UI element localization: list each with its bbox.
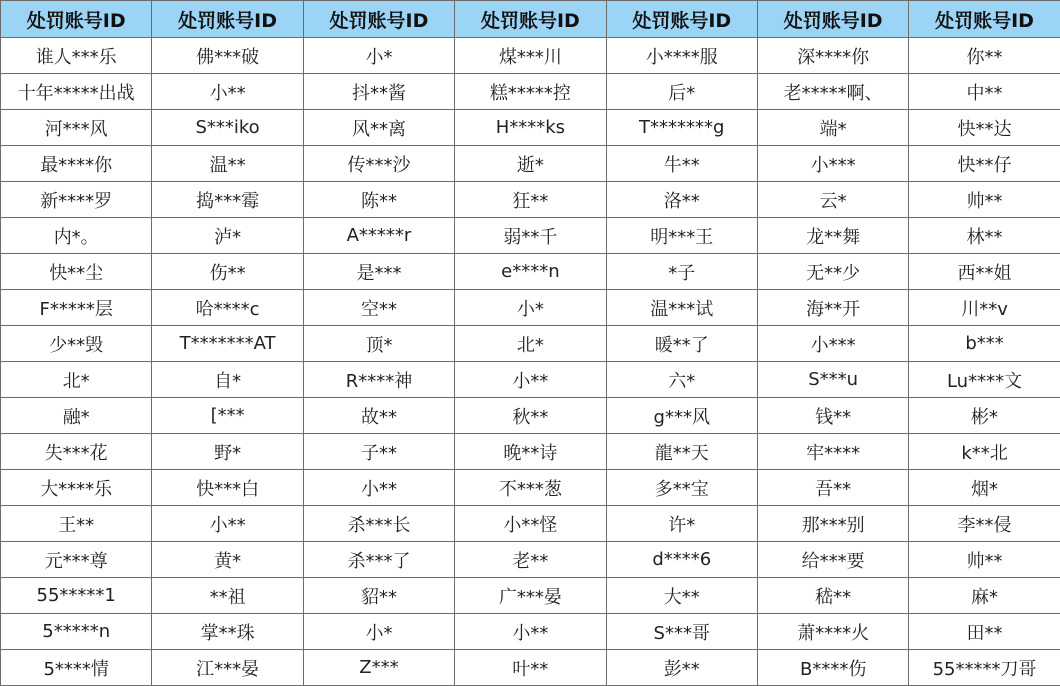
account-id-cell: 北*	[455, 326, 606, 362]
account-id-cell: 河***风	[1, 110, 152, 146]
account-id-cell: 谁人***乐	[1, 38, 152, 74]
account-id-cell: 融*	[1, 398, 152, 434]
account-id-cell: g***风	[606, 398, 757, 434]
table-row	[1, 542, 1060, 578]
account-id-cell: 抖**酱	[303, 74, 454, 110]
account-id-cell: 无**少	[757, 254, 908, 290]
account-id-cell: 西**姐	[909, 254, 1060, 290]
table-row	[1, 434, 1060, 470]
account-id-cell: 李**侵	[909, 506, 1060, 542]
account-id-cell: 逝*	[455, 146, 606, 182]
account-id-cell: 快**仔	[909, 146, 1060, 182]
account-id-cell: 自*	[152, 362, 303, 398]
account-id-cell: 小**	[455, 362, 606, 398]
account-id-cell: 嵇**	[757, 578, 908, 614]
account-id-cell: 糕*****控	[455, 74, 606, 110]
account-id-cell: 多**宝	[606, 470, 757, 506]
account-id-cell: 秋**	[455, 398, 606, 434]
table-row	[1, 470, 1060, 506]
account-id-cell: T*******AT	[152, 326, 303, 362]
table-row	[1, 398, 1060, 434]
account-id-cell: 叶**	[455, 650, 606, 686]
account-id-cell: 伤**	[152, 254, 303, 290]
column-header: 处罚账号ID	[909, 1, 1060, 38]
column-header: 处罚账号ID	[152, 1, 303, 38]
header-row	[1, 1, 1060, 38]
table-row	[1, 290, 1060, 326]
account-id-cell: 彭**	[606, 650, 757, 686]
account-id-cell: 杀***了	[303, 542, 454, 578]
account-id-cell: 小**怪	[455, 506, 606, 542]
account-id-cell: 十年*****出战	[1, 74, 152, 110]
account-id-cell: 小***	[757, 146, 908, 182]
account-id-cell: 彬*	[909, 398, 1060, 434]
table-header	[1, 1, 1060, 38]
account-id-cell: 煤***川	[455, 38, 606, 74]
account-id-cell: H****ks	[455, 110, 606, 146]
account-id-cell: 小**	[455, 614, 606, 650]
table-row	[1, 614, 1060, 650]
column-header: 处罚账号ID	[757, 1, 908, 38]
account-id-cell: 少**毁	[1, 326, 152, 362]
account-id-cell: 那***别	[757, 506, 908, 542]
account-id-cell: 捣***霉	[152, 182, 303, 218]
account-id-cell: 田**	[909, 614, 1060, 650]
column-header: 处罚账号ID	[303, 1, 454, 38]
account-id-cell: 风**离	[303, 110, 454, 146]
account-id-cell: 元***尊	[1, 542, 152, 578]
account-id-cell: 晚**诗	[455, 434, 606, 470]
account-id-cell: 佛***破	[152, 38, 303, 74]
account-id-cell: 老*****啊、	[757, 74, 908, 110]
column-header: 处罚账号ID	[1, 1, 152, 38]
account-id-cell: Lu****文	[909, 362, 1060, 398]
account-id-cell: 老**	[455, 542, 606, 578]
account-id-cell: 空**	[303, 290, 454, 326]
account-id-cell: 哈****c	[152, 290, 303, 326]
account-id-cell: 王**	[1, 506, 152, 542]
account-id-cell: 小*	[303, 38, 454, 74]
account-id-cell: 给***要	[757, 542, 908, 578]
account-id-cell: *子	[606, 254, 757, 290]
account-id-cell: 帅**	[909, 542, 1060, 578]
account-id-cell: 烟*	[909, 470, 1060, 506]
account-id-cell: 55*****刀哥	[909, 650, 1060, 686]
account-id-cell: **祖	[152, 578, 303, 614]
account-id-cell: 杀***长	[303, 506, 454, 542]
account-id-cell: 失***花	[1, 434, 152, 470]
account-id-cell: 陈**	[303, 182, 454, 218]
account-id-cell: 牛**	[606, 146, 757, 182]
account-id-cell: 5*****n	[1, 614, 152, 650]
table-row	[1, 182, 1060, 218]
column-header: 处罚账号ID	[455, 1, 606, 38]
account-id-cell: Z***	[303, 650, 454, 686]
account-id-cell: 吾**	[757, 470, 908, 506]
account-id-cell: 后*	[606, 74, 757, 110]
account-id-cell: 弱**千	[455, 218, 606, 254]
account-id-cell: 小**	[303, 470, 454, 506]
account-id-cell: 快***白	[152, 470, 303, 506]
account-id-cell: 大**	[606, 578, 757, 614]
account-id-cell: 川**v	[909, 290, 1060, 326]
account-id-cell: 快**达	[909, 110, 1060, 146]
account-id-cell: 中**	[909, 74, 1060, 110]
table-row	[1, 38, 1060, 74]
table-body	[1, 38, 1060, 686]
account-id-cell: 子**	[303, 434, 454, 470]
account-id-cell: S***u	[757, 362, 908, 398]
account-id-cell: b***	[909, 326, 1060, 362]
account-id-cell: F*****层	[1, 290, 152, 326]
account-id-cell: 许*	[606, 506, 757, 542]
account-id-cell: 温***试	[606, 290, 757, 326]
table-row	[1, 218, 1060, 254]
account-id-cell: 快**尘	[1, 254, 152, 290]
account-id-cell: 龍**天	[606, 434, 757, 470]
account-id-cell: 云*	[757, 182, 908, 218]
account-id-cell: 泸*	[152, 218, 303, 254]
account-id-cell: 貂**	[303, 578, 454, 614]
account-id-cell: R****神	[303, 362, 454, 398]
table-row	[1, 506, 1060, 542]
account-id-cell: 小***	[757, 326, 908, 362]
account-id-cell: 小**	[152, 74, 303, 110]
account-id-cell: 掌**珠	[152, 614, 303, 650]
account-id-cell: 是***	[303, 254, 454, 290]
account-id-cell: 小****服	[606, 38, 757, 74]
account-id-cell: 帅**	[909, 182, 1060, 218]
account-id-cell: 不***葱	[455, 470, 606, 506]
table-row	[1, 254, 1060, 290]
table-row	[1, 650, 1060, 686]
table-row	[1, 326, 1060, 362]
account-id-cell: 5****情	[1, 650, 152, 686]
table-row	[1, 146, 1060, 182]
account-id-cell: 钱**	[757, 398, 908, 434]
account-id-cell: 龙**舞	[757, 218, 908, 254]
table-row	[1, 578, 1060, 614]
account-id-cell: k**北	[909, 434, 1060, 470]
account-id-cell: 明***王	[606, 218, 757, 254]
account-id-cell: e****n	[455, 254, 606, 290]
account-id-cell: 狂**	[455, 182, 606, 218]
account-id-cell: 六*	[606, 362, 757, 398]
account-id-cell: 暖**了	[606, 326, 757, 362]
account-id-cell: S***哥	[606, 614, 757, 650]
account-id-cell: 55*****1	[1, 578, 152, 614]
account-id-cell: 新****罗	[1, 182, 152, 218]
account-id-cell: S***iko	[152, 110, 303, 146]
account-id-cell: 广***晏	[455, 578, 606, 614]
account-id-cell: 萧****火	[757, 614, 908, 650]
account-id-cell: 林**	[909, 218, 1060, 254]
account-id-cell: B****伤	[757, 650, 908, 686]
account-id-cell: 深****你	[757, 38, 908, 74]
account-id-cell: 故**	[303, 398, 454, 434]
account-id-cell: 麻*	[909, 578, 1060, 614]
account-id-cell: 洛**	[606, 182, 757, 218]
account-id-cell: 传***沙	[303, 146, 454, 182]
account-id-cell: 内*。	[1, 218, 152, 254]
account-id-cell: 野*	[152, 434, 303, 470]
account-id-cell: [***	[152, 398, 303, 434]
account-id-cell: 最****你	[1, 146, 152, 182]
column-header: 处罚账号ID	[606, 1, 757, 38]
table-row	[1, 362, 1060, 398]
table-row	[1, 74, 1060, 110]
account-id-cell: 端*	[757, 110, 908, 146]
account-id-cell: 小**	[152, 506, 303, 542]
account-id-cell: 小*	[455, 290, 606, 326]
account-id-cell: 海**开	[757, 290, 908, 326]
account-id-cell: T*******g	[606, 110, 757, 146]
account-id-cell: 温**	[152, 146, 303, 182]
account-id-cell: d****6	[606, 542, 757, 578]
account-id-cell: 大****乐	[1, 470, 152, 506]
account-id-cell: 顶*	[303, 326, 454, 362]
account-id-cell: 小*	[303, 614, 454, 650]
account-id-cell: A*****r	[303, 218, 454, 254]
table-row	[1, 110, 1060, 146]
account-id-cell: 北*	[1, 362, 152, 398]
account-id-cell: 黄*	[152, 542, 303, 578]
account-id-cell: 江***晏	[152, 650, 303, 686]
account-id-cell: 你**	[909, 38, 1060, 74]
account-id-cell: 牢****	[757, 434, 908, 470]
